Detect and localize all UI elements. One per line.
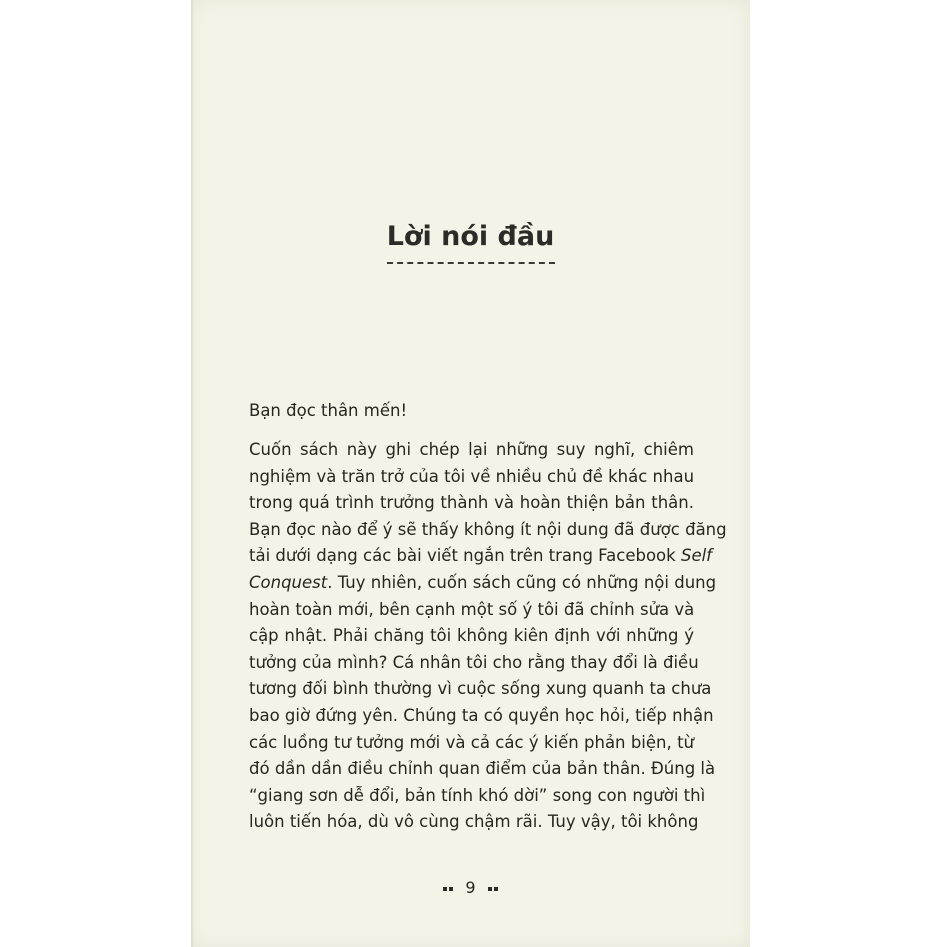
text-line: trong quá trình trưởng thành và hoàn thiện bản thân. xyxy=(249,493,694,513)
page-edge-shadow xyxy=(191,0,194,947)
italic-text-segment: Conquest xyxy=(249,572,328,592)
text-line: tương đối bình thường vì cuộc sống xung quanh ta chưa xyxy=(249,679,712,699)
text-line: tưởng của mình? Cá nhân tôi cho rằng thay đổi là điều xyxy=(249,652,699,672)
folio-ornament-dot xyxy=(494,887,498,891)
text-line: luôn tiến hóa, dù vô cùng chậm rãi. Tuy vậy, tôi không xyxy=(249,812,699,832)
text-segment: . Tuy nhiên, cuốn sách cũng có những nội dung xyxy=(327,572,717,592)
text-line: bao giờ đứng yên. Chúng ta có quyền học hỏi, tiếp nhận xyxy=(249,705,714,725)
text-line xyxy=(249,543,712,570)
page-number-footer xyxy=(191,876,750,900)
book-page xyxy=(191,0,750,947)
text-line: Cuốn sách này ghi chép lại những suy nghĩ, chiêm xyxy=(249,440,694,459)
text-line: cập nhật. Phải chăng tôi không kiên định với những ý xyxy=(249,626,694,646)
greeting-line: Bạn đọc thân mến! xyxy=(249,401,408,420)
folio-ornament-dot xyxy=(488,887,492,891)
text-line: hoàn toàn mới, bên cạnh một số ý tôi đã chỉnh sửa và xyxy=(249,599,695,619)
page-number: 9 xyxy=(465,878,476,897)
italic-text-segment: Self xyxy=(680,546,712,566)
text-line: đó dần dần điều chỉnh quan điểm của bản thân. Đúng là xyxy=(249,759,716,779)
text-line: nghiệm và trăn trở của tôi về nhiều chủ đề khác nhau xyxy=(249,466,695,486)
folio-ornament-dot xyxy=(443,887,447,891)
text-segment: tải dưới dạng các bài viết ngắn trên trang Facebook xyxy=(249,546,676,566)
text-line: “giang sơn dễ đổi, bản tính khó dời” song con người thì xyxy=(249,785,706,805)
text-line xyxy=(249,570,717,597)
heading-dashed-rule xyxy=(387,262,555,264)
body-paragraph xyxy=(249,437,727,836)
text-line: các luồng tư tưởng mới và cả các ý kiến phản biện, từ xyxy=(249,732,694,752)
chapter-heading: Lời nói đầu xyxy=(386,221,555,252)
text-line: Bạn đọc nào để ý sẽ thấy không ít nội dung đã được đăng xyxy=(249,519,727,539)
folio-ornament-dot xyxy=(449,887,453,891)
